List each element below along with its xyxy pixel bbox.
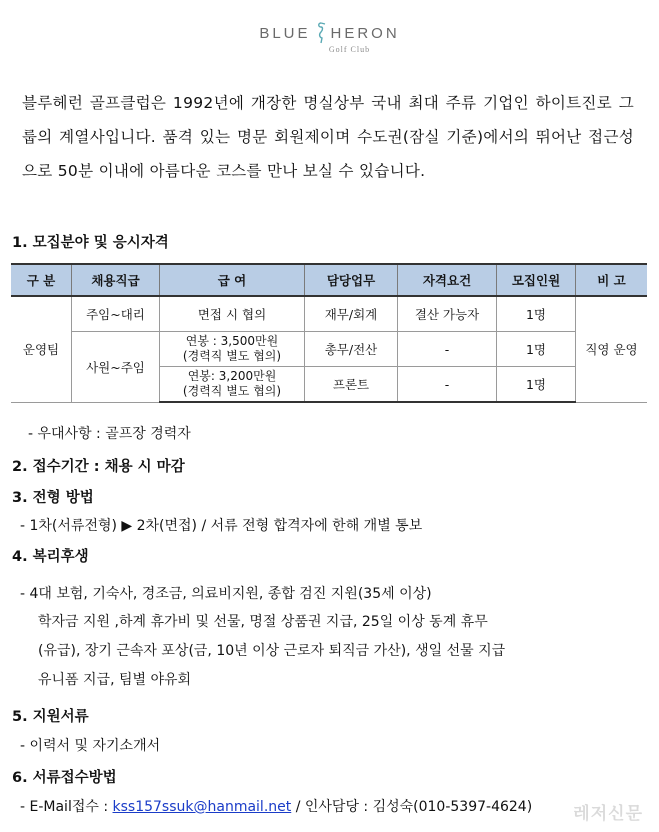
preference-line: - 우대사항 : 골프장 경력자 <box>28 426 191 442</box>
company-logo <box>0 22 659 54</box>
duty-cell: 프론트 <box>305 367 398 403</box>
logo-text-right: HERON <box>330 24 400 42</box>
heron-icon <box>315 22 327 44</box>
requirement-cell: - <box>398 367 497 403</box>
salary-note: (경력직 별도 협의) <box>182 384 282 398</box>
salary-amount: 연봉: 3,200만원 <box>187 369 277 383</box>
duty-cell: 재무/회계 <box>305 296 398 332</box>
header-note: 비 고 <box>576 264 648 296</box>
section-period: 2. 접수기간 : 채용 시 마감 <box>12 459 185 475</box>
watermark: 레저신문 <box>573 804 643 824</box>
section-submit: 6. 서류접수방법 <box>12 770 117 786</box>
recruit-table <box>11 263 647 403</box>
benefit-line: (유급), 장기 근속자 포상(금, 10년 이상 근로자 퇴직금 가산), 생일 선물 지급 <box>38 643 506 659</box>
rank-cell: 주임~대리 <box>72 296 160 332</box>
table-row <box>11 332 647 367</box>
header-rank: 채용직급 <box>72 264 160 296</box>
benefit-line: 학자금 지원 ,하계 휴가비 및 선물, 명절 상품권 지급, 25일 이상 동계 휴무 <box>38 614 488 630</box>
section-recruit-field: 1. 모집분야 및 응시자격 <box>12 235 169 251</box>
header-headcount: 모집인원 <box>497 264 576 296</box>
section-benefits: 4. 복리후생 <box>12 549 89 565</box>
process-line: - 1차(서류전형) ▶ 2차(면접) / 서류 전형 합격자에 한해 개별 통보 <box>20 518 423 534</box>
header-salary: 급 여 <box>160 264 305 296</box>
submit-line <box>20 796 532 816</box>
header-requirement: 자격요건 <box>398 264 497 296</box>
rank-cell: 사원~주임 <box>72 332 160 403</box>
salary-amount: 연봉 : 3,500만원 <box>185 334 279 348</box>
header-division: 구 분 <box>11 264 72 296</box>
headcount-cell: 1명 <box>497 332 576 367</box>
headcount-cell: 1명 <box>497 296 576 332</box>
duty-cell: 총무/전산 <box>305 332 398 367</box>
section-process: 3. 전형 방법 <box>12 490 94 506</box>
submit-contact: / 인사담당 : 김성숙(010-5397-4624) <box>291 799 533 815</box>
salary-note: (경력직 별도 협의) <box>182 349 282 363</box>
documents-line: - 이력서 및 자기소개서 <box>20 738 161 754</box>
section-documents: 5. 지원서류 <box>12 709 89 725</box>
logo-subtitle: Golf Club <box>328 45 371 54</box>
note-cell: 직영 운영 <box>576 296 648 402</box>
salary-cell <box>160 367 305 403</box>
table-row <box>11 296 647 332</box>
division-cell: 운영팀 <box>11 296 72 402</box>
table-header-row <box>11 264 647 296</box>
benefit-line: 유니폼 지급, 팀별 야유회 <box>38 672 192 688</box>
headcount-cell: 1명 <box>497 367 576 403</box>
benefit-line: - 4대 보험, 기숙사, 경조금, 의료비지원, 종합 검진 지원(35세 이상) <box>20 586 432 602</box>
email-link[interactable]: kss157ssuk@hanmail.net <box>112 799 292 815</box>
submit-prefix: - E-Mail접수 : <box>20 799 113 815</box>
salary-cell <box>160 332 305 367</box>
logo-text-left: BLUE <box>259 24 311 42</box>
header-duty: 담당업무 <box>305 264 398 296</box>
requirement-cell: 결산 가능자 <box>398 296 497 332</box>
intro-paragraph: 블루헤런 골프클럽은 1992년에 개장한 명실상부 국내 최대 주류 기업인 하이트진로 그룹의 계열사입니다. 품격 있는 명문 회원제이며 수도권(잠실 기준)에서의 뛰어난 접근성으로 50분 이내에 아름다운 코스를 만나 보실 수 있습니다. <box>22 94 634 180</box>
requirement-cell: - <box>398 332 497 367</box>
salary-cell: 면접 시 협의 <box>160 296 305 332</box>
